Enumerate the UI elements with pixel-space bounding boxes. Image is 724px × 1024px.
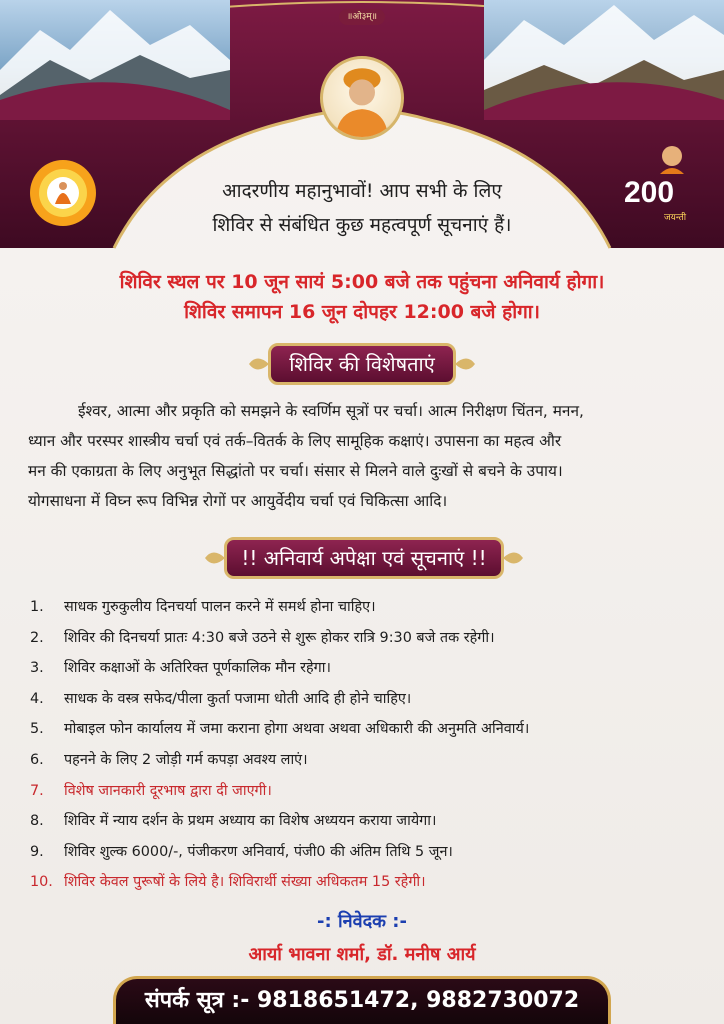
mountain-left-image — [0, 0, 230, 120]
list-item: 7. विशेष जानकारी दूरभाष द्वारा दी जाएगी। — [30, 782, 272, 799]
sun-emblem-logo — [28, 158, 98, 228]
notice-line-1: आदरणीय महानुभावों! आप सभी के लिए — [222, 180, 502, 202]
features-paragraph — [28, 396, 700, 516]
flourish-left-icon — [247, 353, 269, 375]
features-line-4: योगसाधना में विघ्न रूप विभिन्न रोगों पर आयुर्वेदीय चर्चा एवं चिकित्सा आदि। — [28, 492, 448, 510]
closing-notice: शिविर समापन 16 जून दोपहर 12:00 बजे होगा। — [184, 301, 540, 323]
arrival-notice: शिविर स्थल पर 10 जून सायं 5:00 बजे तक पहुंचना अनिवार्य होगा। — [119, 271, 605, 293]
features-heading: शिविर की विशेषताएं — [289, 352, 435, 376]
list-item: 9. शिविर शुल्क 6000/-, पंजीकरण अनिवार्य, पंजी0 की अंतिम तिथि 5 जून। — [30, 843, 453, 860]
list-item: 4. साधक के वस्त्र सफेद/पीला कुर्ता पजामा धोती आदि ही होने चाहिए। — [30, 690, 412, 707]
list-item: 6. पहनने के लिए 2 जोड़ी गर्म कपड़ा अवश्य लाएं। — [30, 751, 308, 768]
flourish-left-icon — [203, 547, 225, 569]
list-item: 3. शिविर कक्षाओं के अतिरिक्त पूर्णकालिक मौन रहेगा। — [30, 660, 331, 677]
nivedak-label: -: निवेदक :- — [317, 911, 407, 932]
requirements-list — [30, 592, 700, 898]
bicentenary-logo — [620, 140, 706, 228]
flourish-right-icon — [503, 547, 525, 569]
list-item: 10. शिविर केवल पुरूषों के लिये है। शिविरार्थी संख्या अधिकतम 15 रहेगी। — [30, 874, 426, 891]
portrait-image — [320, 56, 404, 140]
header — [0, 0, 724, 250]
logo-caption-text: जयन्ती — [664, 213, 687, 223]
features-line-3: मन की एकाग्रता के लिए अनुभूत सिद्धांतो पर चर्चा। संसार से मिलने वाले दुःखों से बचने के उपाय। — [28, 462, 563, 480]
list-item: 2. शिविर की दिनचर्या प्रातः 4:30 बजे उठने से शुरू होकर रात्रि 9:30 बजे तक रहेगी। — [30, 629, 495, 646]
list-item: 5. मोबाइल फोन कार्यालय में जमा कराना होगा अथवा अथवा अधिकारी की अनुमति अनिवार्य। — [30, 721, 530, 738]
logo-200-text: 200 — [624, 176, 675, 209]
mountain-right-image — [484, 0, 724, 120]
requirements-heading-banner — [224, 537, 504, 579]
flourish-right-icon — [455, 353, 477, 375]
features-line-2: ध्यान और परस्पर शास्त्रीय चर्चा एवं तर्क–वितर्क के लिए सामूहिक कक्षाएं। उपासना का महत्व और — [28, 432, 562, 450]
features-heading-banner — [268, 343, 456, 385]
list-item: 8. शिविर में न्याय दर्शन के प्रथम अध्याय का विशेष अध्ययन कराया जायेगा। — [30, 813, 437, 830]
organizer-names: आर्या भावना शर्मा, डॉ. मनीष आर्य — [248, 944, 476, 965]
requirements-heading: !! अनिवार्य अपेक्षा एवं सूचनाएं !! — [241, 546, 487, 570]
om-badge: ॥ओ३म्॥ — [339, 9, 385, 25]
notice-line-2: शिविर से संबंधित कुछ महत्वपूर्ण सूचनाएं हैं। — [212, 214, 512, 236]
greeting-notice — [150, 174, 574, 242]
list-item: 1. साधक गुरुकुलीय दिनचर्या पालन करने में समर्थ होना चाहिए। — [30, 599, 376, 615]
contact-bar: संपर्क सूत्र :- 9818651472, 9882730072 — [113, 976, 611, 1024]
features-line-1: ईश्वर, आत्मा और प्रकृति को समझने के स्वर्णिम सूत्रों पर चर्चा। आत्म निरीक्षण चिंतन, मनन, — [78, 402, 584, 420]
